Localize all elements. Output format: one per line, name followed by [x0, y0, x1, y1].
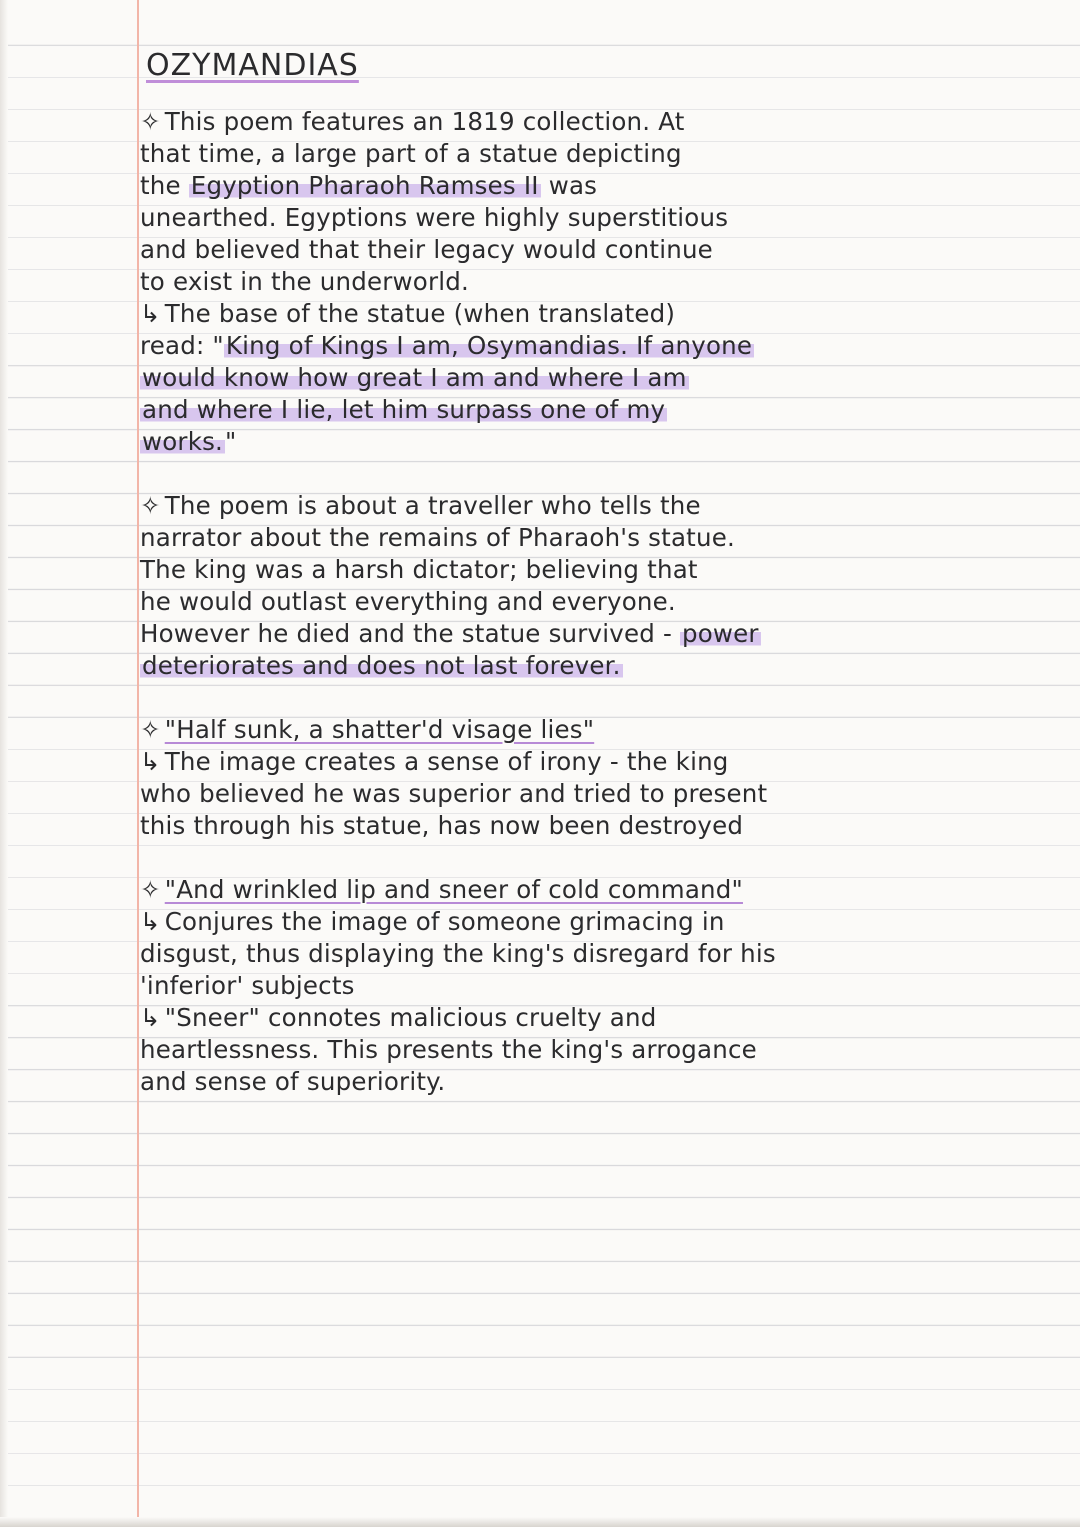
note-line [140, 714, 1050, 746]
note-line [140, 330, 1050, 362]
highlighted-text: and where I lie, let him surpass one of my [142, 395, 666, 424]
note-line [140, 938, 1050, 970]
line-text: that time, a large part of a statue depicting [140, 139, 682, 168]
highlighted-text: deteriorates and does not last forever. [142, 651, 621, 680]
note-line [140, 298, 1050, 330]
note-line [140, 1002, 1050, 1034]
note-line [140, 426, 1050, 458]
highlighted-text: would know how great I am and where I am [142, 363, 687, 392]
highlighted-text: power [681, 619, 759, 648]
note-line [140, 746, 1050, 778]
line-text: was [540, 171, 598, 200]
line-text: The image creates a sense of irony - the king [164, 747, 729, 776]
note-section-context [140, 106, 1050, 458]
section-gap [140, 458, 1050, 490]
margin-line [137, 0, 139, 1527]
line-text: heartlessness. This presents the king's arrogance [140, 1035, 757, 1064]
note-line [140, 362, 1050, 394]
note-line [140, 266, 1050, 298]
note-line [140, 394, 1050, 426]
note-line [140, 490, 1050, 522]
quote-text: "Half sunk, a shatter'd visage lies" [164, 715, 595, 744]
note-line [140, 618, 1050, 650]
line-text: he would outlast everything and everyone. [140, 587, 676, 616]
note-line [140, 650, 1050, 682]
note-line [140, 970, 1050, 1002]
arrow-bullet-icon: ↳ [140, 299, 161, 328]
note-line [140, 778, 1050, 810]
page-title: OZYMANDIAS [146, 48, 359, 83]
line-text: The poem is about a traveller who tells the [164, 491, 701, 520]
line-text: This poem features an 1819 collection. At [164, 107, 685, 136]
arrow-bullet-icon: ↳ [140, 1003, 161, 1032]
star-bullet-icon: ✧ [140, 491, 161, 520]
note-section-quote-visage [140, 714, 1050, 842]
note-section-summary [140, 490, 1050, 682]
quote-text: "And wrinkled lip and sneer of cold command" [164, 875, 743, 904]
notes-content [140, 40, 1050, 1098]
section-gap [140, 842, 1050, 874]
note-line [140, 202, 1050, 234]
note-line [140, 170, 1050, 202]
note-line [140, 586, 1050, 618]
note-line [140, 522, 1050, 554]
line-text: and believed that their legacy would continue [140, 235, 713, 264]
highlighted-text: King of Kings I am, Osymandias. If anyone [225, 331, 753, 360]
section-gap [140, 682, 1050, 714]
line-text: Conjures the image of someone grimacing in [164, 907, 725, 936]
line-text: this through his statue, has now been destroyed [140, 811, 744, 840]
line-text: disgust, thus displaying the king's disregard for his [140, 939, 776, 968]
note-line [140, 138, 1050, 170]
arrow-bullet-icon: ↳ [140, 907, 161, 936]
note-line [140, 234, 1050, 266]
line-text: 'inferior' subjects [140, 971, 355, 1000]
line-text: " [225, 427, 237, 456]
star-bullet-icon: ✧ [140, 875, 161, 904]
page-left-edge [0, 0, 8, 1527]
line-text: read: " [140, 331, 224, 360]
line-text: narrator about the remains of Pharaoh's statue. [140, 523, 735, 552]
note-line [140, 1066, 1050, 1098]
note-line [140, 810, 1050, 842]
page-bottom-edge [0, 1517, 1080, 1527]
line-text: "Sneer" connotes malicious cruelty and [164, 1003, 657, 1032]
note-section-quote-sneer [140, 874, 1050, 1098]
arrow-bullet-icon: ↳ [140, 747, 161, 776]
note-line [140, 874, 1050, 906]
line-text: unearthed. Egyptions were highly superstitious [140, 203, 729, 232]
highlighted-text: Egyption Pharaoh Ramses II [190, 171, 539, 200]
line-text: The base of the statue (when translated) [164, 299, 676, 328]
note-line [140, 1034, 1050, 1066]
note-line [140, 554, 1050, 586]
line-text: However he died and the statue survived - [140, 619, 680, 648]
note-line [140, 906, 1050, 938]
line-text: the [140, 171, 189, 200]
line-text: to exist in the underworld. [140, 267, 470, 296]
note-line [140, 106, 1050, 138]
star-bullet-icon: ✧ [140, 715, 161, 744]
star-bullet-icon: ✧ [140, 107, 161, 136]
highlighted-text: works. [142, 427, 224, 456]
line-text: The king was a harsh dictator; believing that [140, 555, 698, 584]
line-text: who believed he was superior and tried to present [140, 779, 768, 808]
line-text: and sense of superiority. [140, 1067, 446, 1096]
